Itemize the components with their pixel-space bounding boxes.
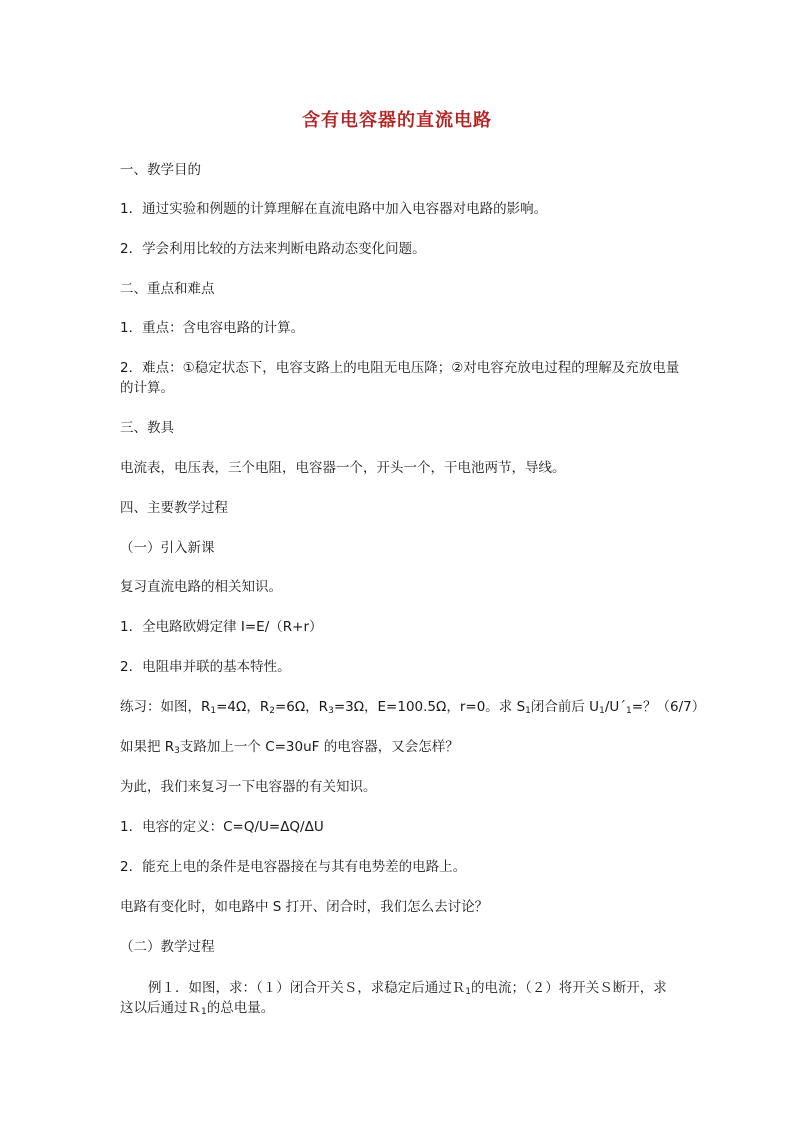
objective-item-1: 1．通过实验和例题的计算理解在直流电路中加入电容器对电路的影响。 xyxy=(120,201,548,217)
keypoint-item-1: 1．重点：含电容电路的计算。 xyxy=(120,320,305,336)
page-title: 含有电容器的直流电路 xyxy=(302,110,492,131)
example-1: 例１．如图，求：（１）闭合开关Ｓ，求稳定后通过Ｒ$_1$的电流；（２）将开关Ｓ断开，求这以后通过Ｒ$_1$的总电量。 xyxy=(120,980,667,1017)
section-heading-keypoints: 二、重点和难点 xyxy=(120,281,215,297)
equipment-list: 电流表，电压表，三个电阻，电容器一个，开头一个，干电池两节，导线。 xyxy=(120,460,566,476)
capacitor-question: 如果把 $R_3$支路加上一个 C=30uF 的电容器，又会怎样？ xyxy=(120,739,459,756)
subsection-heading-intro: （一）引入新课 xyxy=(120,540,215,556)
capacitor-item-2: 2．能充上电的条件是电容器接在与其有电势差的电路上。 xyxy=(120,859,467,875)
objective-item-2: 2．学会利用比较的方法来判断电路动态变化问题。 xyxy=(120,241,426,257)
review-text: 复习直流电路的相关知识。 xyxy=(120,579,282,595)
capacitor-discussion: 电路有变化时，如电路中 S 打开、闭合时，我们怎么去讨论？ xyxy=(120,899,489,915)
capacitor-review: 为此，我们来复习一下电容器的有关知识。 xyxy=(120,779,377,795)
subsection-heading-teaching: （二）教学过程 xyxy=(120,939,215,955)
section-heading-objectives: 一、教学目的 xyxy=(120,162,201,178)
section-heading-equipment: 三、教具 xyxy=(120,420,174,436)
review-item-1: 1．全电路欧姆定律 I=E/（R+r） xyxy=(120,619,323,635)
capacitor-item-1: 1．电容的定义：C=Q/U=ΔQ/ΔU xyxy=(120,819,324,835)
review-item-2: 2．电阻串并联的基本特性。 xyxy=(120,659,291,675)
exercise-text: 练习：如图，$R_1=4\Omega$，$R_2=6\Omega$，$R_3=3\Omega$，E=100.5Ω，r=0。求 $S_1$闭合前后 $U_1/U´_1=$？（6/7） xyxy=(120,699,706,716)
keypoint-item-2: 2．难点：①稳定状态下，电容支路上的电阻无电压降；②对电容充放电过程的理解及充放电量的计算。 xyxy=(120,360,680,396)
section-heading-process: 四、主要教学过程 xyxy=(120,500,228,516)
